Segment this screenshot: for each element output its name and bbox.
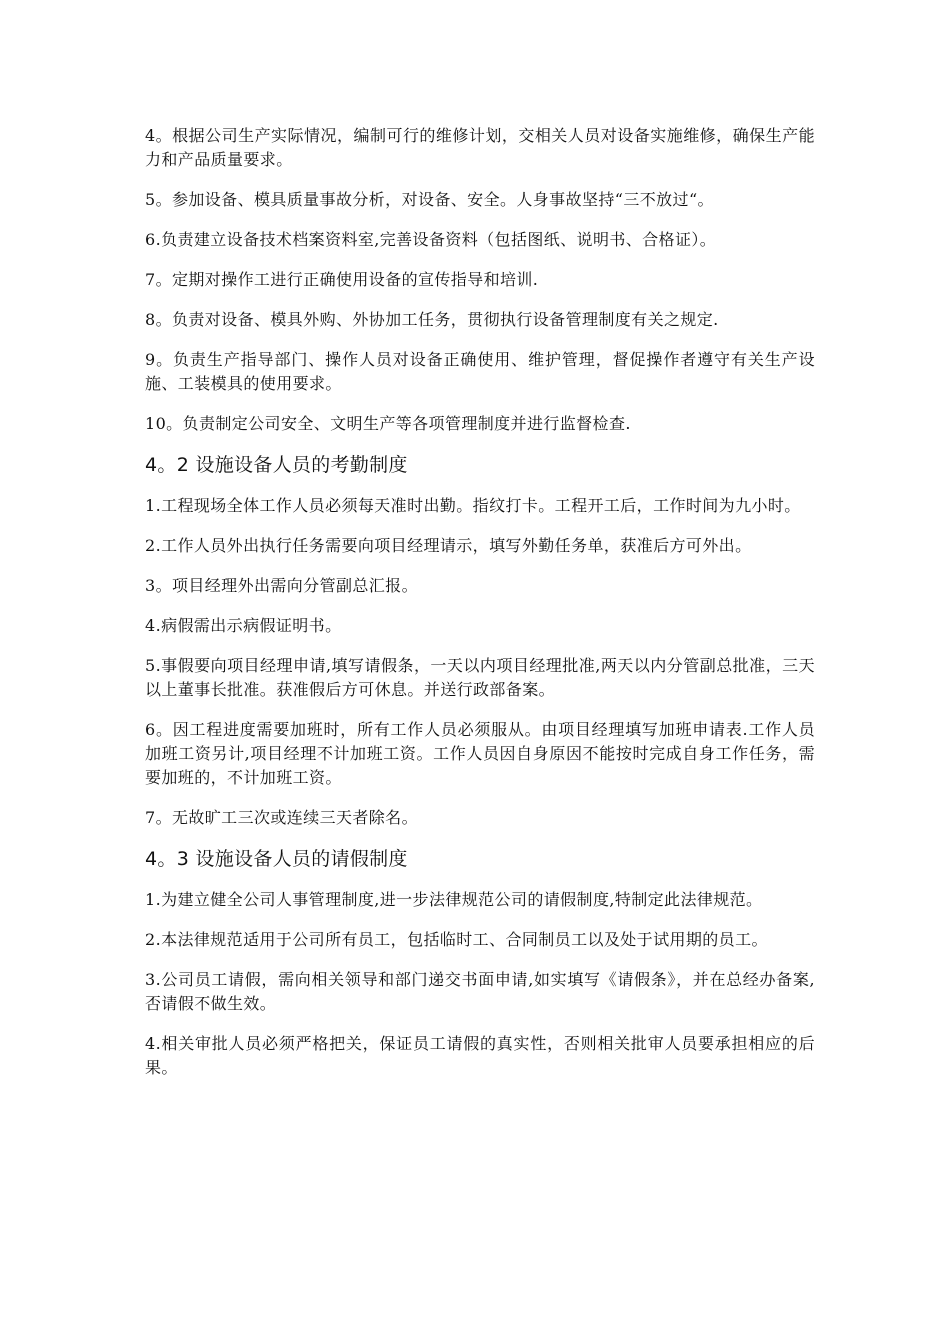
paragraph-equipment-duty-5: 5。参加设备、模具质量事故分析，对设备、安全。人身事故坚持“三不放过“。 bbox=[145, 190, 714, 209]
paragraph-attendance-4: 4.病假需出示病假证明书。 bbox=[145, 616, 342, 635]
paragraph-attendance-5: 5.事假要向项目经理申请,填写请假条，一天以内项目经理批准,两天以内分管副总批准，三天以上董事长批准。获准假后方可休息。并送行政部备案。 bbox=[145, 656, 815, 699]
paragraph-attendance-7: 7。无故旷工三次或连续三天者除名。 bbox=[145, 808, 418, 827]
paragraph-equipment-duty-9: 9。负责生产指导部门、操作人员对设备正确使用、维护管理，督促操作者遵守有关生产设施、工装模具的使用要求。 bbox=[145, 350, 815, 393]
section-heading-attendance: 4。2 设施设备人员的考勤制度 bbox=[145, 454, 408, 476]
paragraph-equipment-duty-6: 6.负责建立设备技术档案资料室,完善设备资料（包括图纸、说明书、合格证）。 bbox=[145, 230, 717, 249]
paragraph-leave-3: 3.公司员工请假，需向相关领导和部门递交书面申请,如实填写《请假条》，并在总经办备案,否请假不做生效。 bbox=[145, 970, 815, 1013]
section-heading-leave: 4。3 设施设备人员的请假制度 bbox=[145, 848, 408, 870]
paragraph-leave-2: 2.本法律规范适用于公司所有员工，包括临时工、合同制员工以及处于试用期的员工。 bbox=[145, 930, 768, 949]
paragraph-equipment-duty-4: 4。根据公司生产实际情况，编制可行的维修计划，交相关人员对设备实施维修，确保生产能力和产品质量要求。 bbox=[145, 126, 815, 169]
paragraph-equipment-duty-10: 10。负责制定公司安全、文明生产等各项管理制度并进行监督检查. bbox=[145, 414, 631, 433]
document-page bbox=[145, 124, 815, 1096]
paragraph-equipment-duty-7: 7。定期对操作工进行正确使用设备的宣传指导和培训. bbox=[145, 270, 539, 289]
paragraph-equipment-duty-8: 8。负责对设备、模具外购、外协加工任务，贯彻执行设备管理制度有关之规定. bbox=[145, 310, 719, 329]
paragraph-attendance-6: 6。因工程进度需要加班时，所有工作人员必须服从。由项目经理填写加班申请表.工作人员加班工资另计,项目经理不计加班工资。工作人员因自身原因不能按时完成自身工作任务，需要加班的，不计加班工资。 bbox=[145, 720, 815, 787]
paragraph-attendance-2: 2.工作人员外出执行任务需要向项目经理请示，填写外勤任务单，获准后方可外出。 bbox=[145, 536, 752, 555]
paragraph-leave-1: 1.为建立健全公司人事管理制度,进一步法律规范公司的请假制度,特制定此法律规范。 bbox=[145, 890, 763, 909]
paragraph-attendance-3: 3。项目经理外出需向分管副总汇报。 bbox=[145, 576, 418, 595]
paragraph-leave-4: 4.相关审批人员必须严格把关，保证员工请假的真实性，否则相关批审人员要承担相应的后果。 bbox=[145, 1034, 815, 1077]
paragraph-attendance-1: 1.工程现场全体工作人员必须每天准时出勤。指纹打卡。工程开工后，工作时间为九小时。 bbox=[145, 496, 801, 515]
